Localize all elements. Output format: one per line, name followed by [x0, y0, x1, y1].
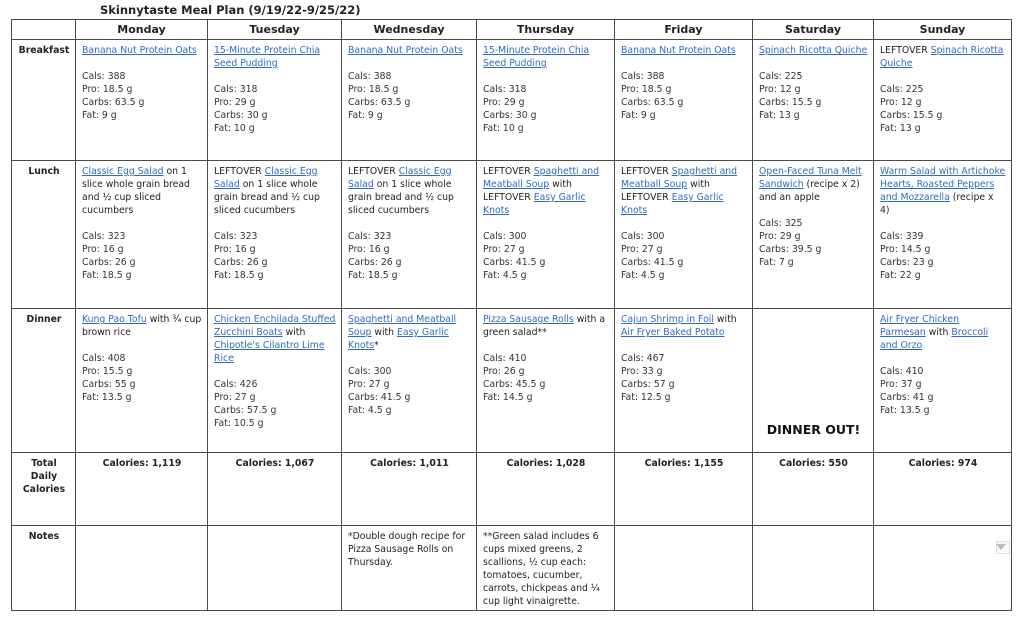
dinner-out-label: DINNER OUT!: [766, 422, 861, 437]
nutrition-line: Cals: 300: [621, 231, 665, 242]
nutrition-line: Fat: 13.5 g: [880, 405, 930, 416]
recipe-link[interactable]: Cajun Shrimp in Foil: [621, 314, 714, 325]
recipe-link[interactable]: Classic Egg Salad: [82, 166, 164, 177]
meal-prefix: LEFTOVER: [214, 166, 265, 177]
nutrition-line: Fat: 10 g: [214, 123, 255, 134]
nutrition-facts: [880, 230, 1006, 282]
nutrition-facts: [483, 83, 609, 135]
nutrition-facts: [483, 352, 609, 404]
lunch-cell: [208, 161, 342, 309]
nutrition-line: Pro: 29 g: [759, 231, 801, 242]
nutrition-line: Pro: 27 g: [348, 379, 390, 390]
lunch-cell: [76, 161, 208, 309]
meal-description: [214, 313, 336, 365]
nutrition-line: Fat: 4.5 g: [483, 270, 527, 281]
corner-cell: [12, 20, 76, 40]
nutrition-line: Carbs: 41 g: [880, 392, 934, 403]
nutrition-line: Cals: 323: [214, 231, 258, 242]
nutrition-facts: [759, 70, 868, 122]
recipe-link-secondary[interactable]: Broccoli and Orzo: [880, 327, 989, 351]
meal-suffix: with LEFTOVER: [621, 179, 710, 203]
day-header-friday: Friday: [615, 20, 753, 40]
nutrition-facts: [214, 230, 336, 282]
nutrition-line: Cals: 318: [214, 84, 258, 95]
meal-suffix: on 1 slice whole grain bread and ½ cup sliced cucumbers: [82, 166, 190, 216]
nutrition-line: Fat: 9 g: [348, 110, 383, 121]
dinner-cell: [874, 309, 1012, 453]
note-text: *Double dough recipe for Pizza Sausage Rolls on Thursday.: [348, 531, 466, 568]
recipe-link[interactable]: Banana Nut Protein Oats: [348, 45, 463, 56]
nutrition-line: Fat: 13 g: [880, 123, 921, 134]
nutrition-line: Pro: 26 g: [483, 366, 525, 377]
meal-description: [759, 44, 868, 57]
nutrition-line: Carbs: 55 g: [82, 379, 136, 390]
lunch-row: [12, 161, 1012, 309]
meal-plan-table: [11, 19, 1012, 611]
nutrition-line: Fat: 18.5 g: [348, 270, 398, 281]
notes-cell: [753, 526, 874, 611]
nutrition-facts: [214, 378, 336, 430]
lunch-cell: [874, 161, 1012, 309]
daily-total-cell: Calories: 1,119: [76, 453, 208, 526]
nutrition-line: Carbs: 26 g: [82, 257, 136, 268]
total-row: [12, 453, 1012, 526]
nutrition-line: Carbs: 15.5 g: [880, 110, 943, 121]
meal-description: [483, 313, 609, 339]
recipe-link[interactable]: Spaghetti and Meatball Soup: [483, 166, 600, 190]
nutrition-facts: [621, 70, 747, 122]
nutrition-line: Cals: 300: [483, 231, 527, 242]
nutrition-line: Cals: 410: [483, 353, 527, 364]
lunch-cell: [615, 161, 753, 309]
nutrition-line: Pro: 27 g: [621, 244, 663, 255]
meal-suffix: on 1 slice whole grain bread and ½ cup sliced cucumbers: [348, 179, 454, 216]
meal-description: [214, 165, 336, 217]
notes-cell: [76, 526, 208, 611]
nutrition-line: Pro: 33 g: [621, 366, 663, 377]
recipe-link[interactable]: 15-Minute Protein Chia Seed Pudding: [214, 45, 321, 69]
nutrition-line: Carbs: 63.5 g: [82, 97, 145, 108]
recipe-link[interactable]: Classic Egg Salad: [214, 166, 318, 190]
nutrition-line: Cals: 323: [348, 231, 392, 242]
nutrition-line: Carbs: 57.5 g: [214, 405, 277, 416]
header-row: [12, 20, 1012, 40]
nutrition-line: Fat: 18.5 g: [82, 270, 132, 281]
breakfast-cell: [753, 40, 874, 161]
nutrition-line: Pro: 14.5 g: [880, 244, 931, 255]
nutrition-line: Pro: 18.5 g: [82, 84, 133, 95]
meal-description: [214, 44, 336, 70]
breakfast-cell: [342, 40, 477, 161]
nutrition-line: Fat: 14.5 g: [483, 392, 533, 403]
nutrition-line: Pro: 37 g: [880, 379, 922, 390]
day-header-monday: Monday: [76, 20, 208, 40]
meal-description: [483, 44, 609, 70]
day-header-sunday: Sunday: [874, 20, 1012, 40]
daily-total-cell: Calories: 1,011: [342, 453, 477, 526]
recipe-link[interactable]: Spinach Ricotta Quiche: [880, 45, 1004, 69]
nutrition-line: Pro: 16 g: [214, 244, 256, 255]
meal-description: [483, 165, 609, 217]
meal-description: [348, 165, 471, 217]
nutrition-line: Cals: 318: [483, 84, 527, 95]
breakfast-cell: [477, 40, 615, 161]
nutrition-line: Carbs: 15.5 g: [759, 97, 822, 108]
lunch-cell: [477, 161, 615, 309]
dinner-cell: [753, 309, 874, 453]
meal-description: [82, 313, 202, 339]
nutrition-line: Cals: 325: [759, 218, 803, 229]
dinner-cell: [342, 309, 477, 453]
nutrition-line: Fat: 4.5 g: [621, 270, 665, 281]
recipe-link[interactable]: Air Fryer Chicken Parmesan: [880, 314, 959, 338]
row-label-dinner: Dinner: [12, 309, 76, 453]
nutrition-line: Carbs: 41.5 g: [483, 257, 546, 268]
nutrition-line: Pro: 12 g: [759, 84, 801, 95]
nutrition-line: Cals: 225: [880, 84, 924, 95]
nutrition-facts: [348, 365, 471, 417]
nutrition-facts: [621, 352, 747, 404]
recipe-link-secondary[interactable]: Easy Garlic Knots: [621, 192, 724, 216]
dinner-cell: [615, 309, 753, 453]
meal-description: [759, 165, 868, 204]
nutrition-line: Carbs: 41.5 g: [348, 392, 411, 403]
meal-prefix: LEFTOVER: [621, 166, 672, 177]
nutrition-line: Pro: 16 g: [348, 244, 390, 255]
nutrition-line: Cals: 408: [82, 353, 126, 364]
nutrition-line: Carbs: 30 g: [483, 110, 537, 121]
meal-description: [880, 313, 1006, 352]
nutrition-line: Pro: 27 g: [483, 244, 525, 255]
nutrition-line: Pro: 27 g: [214, 392, 256, 403]
meal-suffix: with: [925, 327, 952, 338]
recipe-link-secondary[interactable]: Air Fryer Baked Potato: [621, 327, 725, 338]
notes-row: [12, 526, 1012, 611]
nutrition-line: Fat: 10 g: [483, 123, 524, 134]
recipe-link[interactable]: Spinach Ricotta Quiche: [759, 45, 868, 56]
nutrition-line: Carbs: 63.5 g: [621, 97, 684, 108]
meal-suffix: (recipe x 4): [880, 192, 994, 216]
meal-description: [880, 44, 1006, 70]
nutrition-facts: [82, 70, 202, 122]
recipe-link-secondary[interactable]: Chipotle's Cilantro Lime Rice: [214, 340, 325, 364]
dinner-cell: [208, 309, 342, 453]
nutrition-line: Carbs: 41.5 g: [621, 257, 684, 268]
nutrition-facts: [348, 70, 471, 122]
nutrition-line: Fat: 7 g: [759, 257, 794, 268]
row-label-notes: Notes: [12, 526, 76, 611]
nutrition-line: Fat: 10.5 g: [214, 418, 264, 429]
notes-cell: [342, 526, 477, 611]
lunch-cell: [342, 161, 477, 309]
nutrition-line: Carbs: 26 g: [348, 257, 402, 268]
nutrition-line: Cals: 225: [759, 71, 803, 82]
nutrition-facts: [621, 230, 747, 282]
nutrition-facts: [82, 352, 202, 404]
nutrition-facts: [214, 83, 336, 135]
meal-suffix: with a green salad**: [483, 314, 606, 338]
nutrition-facts: [880, 83, 1006, 135]
nutrition-facts: [348, 230, 471, 282]
nutrition-line: Fat: 22 g: [880, 270, 921, 281]
meal-suffix: (recipe x 2) and an apple: [759, 179, 860, 203]
recipe-link[interactable]: Classic Egg Salad: [348, 166, 452, 190]
nutrition-line: Pro: 16 g: [82, 244, 124, 255]
daily-total-cell: Calories: 974: [874, 453, 1012, 526]
recipe-link[interactable]: Spaghetti and Meatball Soup: [621, 166, 738, 190]
meal-suffix: with ¾ cup brown rice: [82, 314, 202, 338]
notes-cell: [615, 526, 753, 611]
meal-prefix: LEFTOVER: [880, 45, 931, 56]
breakfast-row: [12, 40, 1012, 161]
recipe-link-secondary[interactable]: Easy Garlic Knots: [483, 192, 586, 216]
meal-description: [82, 44, 202, 57]
breakfast-cell: [615, 40, 753, 161]
day-header-thursday: Thursday: [477, 20, 615, 40]
recipe-link[interactable]: Open-Faced Tuna Melt Sandwich: [759, 166, 862, 190]
daily-total-cell: Calories: 1,067: [208, 453, 342, 526]
nutrition-line: Fat: 12.5 g: [621, 392, 671, 403]
recipe-link[interactable]: Warm Salad with Artichoke Hearts, Roasted Peppers and Mozzarella: [880, 166, 1006, 203]
recipe-link[interactable]: Banana Nut Protein Oats: [82, 45, 197, 56]
daily-total-cell: Calories: 1,028: [477, 453, 615, 526]
notes-cell: [874, 526, 1012, 611]
day-header-tuesday: Tuesday: [208, 20, 342, 40]
day-header-wednesday: Wednesday: [342, 20, 477, 40]
breakfast-cell: [76, 40, 208, 161]
row-label-total: Total Daily Calories: [12, 453, 76, 526]
meal-description: [82, 165, 202, 217]
nutrition-line: Cals: 323: [82, 231, 126, 242]
nutrition-line: Pro: 29 g: [214, 97, 256, 108]
recipe-link[interactable]: Banana Nut Protein Oats: [621, 45, 736, 56]
nutrition-line: Fat: 9 g: [621, 110, 656, 121]
meal-description: [348, 313, 471, 352]
nutrition-line: Carbs: 63.5 g: [348, 97, 411, 108]
meal-suffix: with: [282, 327, 306, 338]
recipe-link[interactable]: Pizza Sausage Rolls: [483, 314, 574, 325]
nutrition-line: Pro: 29 g: [483, 97, 525, 108]
meal-prefix: LEFTOVER: [348, 166, 399, 177]
nutrition-line: Cals: 388: [348, 71, 392, 82]
meal-suffix: with LEFTOVER: [483, 179, 572, 203]
recipe-link[interactable]: Kung Pao Tofu: [82, 314, 147, 325]
breakfast-cell: [208, 40, 342, 161]
meal-description: [621, 165, 747, 217]
nutrition-line: Cals: 300: [348, 366, 392, 377]
chevron-down-icon[interactable]: [996, 544, 1006, 550]
daily-total-cell: Calories: 550: [753, 453, 874, 526]
nutrition-line: Carbs: 26 g: [214, 257, 268, 268]
nutrition-line: Fat: 9 g: [82, 110, 117, 121]
recipe-link[interactable]: Spaghetti and Meatball Soup: [348, 314, 457, 338]
meal-description: [348, 44, 471, 57]
lunch-cell: [753, 161, 874, 309]
nutrition-line: Fat: 4.5 g: [348, 405, 392, 416]
dinner-row: [12, 309, 1012, 453]
nutrition-line: Pro: 18.5 g: [621, 84, 672, 95]
row-label-breakfast: Breakfast: [12, 40, 76, 161]
nutrition-facts: [82, 230, 202, 282]
nutrition-line: Pro: 12 g: [880, 97, 922, 108]
dinner-cell: [477, 309, 615, 453]
nutrition-line: Fat: 13 g: [759, 110, 800, 121]
meal-description: [880, 165, 1006, 217]
nutrition-line: Cals: 467: [621, 353, 665, 364]
nutrition-line: Fat: 18.5 g: [214, 270, 264, 281]
notes-cell: [208, 526, 342, 611]
nutrition-facts: [759, 217, 868, 269]
meal-description: [621, 44, 747, 57]
breakfast-cell: [874, 40, 1012, 161]
nutrition-facts: [880, 365, 1006, 417]
nutrition-line: Cals: 388: [82, 71, 126, 82]
nutrition-line: Carbs: 23 g: [880, 257, 934, 268]
nutrition-line: Cals: 410: [880, 366, 924, 377]
meal-suffix: on 1 slice whole grain bread and ½ cup sliced cucumbers: [214, 179, 320, 216]
nutrition-line: Carbs: 30 g: [214, 110, 268, 121]
nutrition-line: Pro: 15.5 g: [82, 366, 133, 377]
recipe-link[interactable]: Chicken Enchilada Stuffed Zucchini Boats: [214, 314, 336, 338]
day-header-saturday: Saturday: [753, 20, 874, 40]
meal-prefix: LEFTOVER: [483, 166, 534, 177]
notes-cell: [477, 526, 615, 611]
dinner-cell: [76, 309, 208, 453]
nutrition-line: Carbs: 57 g: [621, 379, 675, 390]
meal-suffix-secondary: *: [374, 340, 379, 351]
nutrition-line: Cals: 426: [214, 379, 258, 390]
meal-suffix: with: [371, 327, 398, 338]
nutrition-line: Fat: 13.5 g: [82, 392, 132, 403]
nutrition-line: Cals: 339: [880, 231, 924, 242]
document-title: Skinnytaste Meal Plan (9/19/22-9/25/22): [100, 3, 361, 17]
nutrition-facts: [483, 230, 609, 282]
row-label-lunch: Lunch: [12, 161, 76, 309]
nutrition-line: Carbs: 39.5 g: [759, 244, 822, 255]
note-text: **Green salad includes 6 cups mixed greens, 2 scallions, ½ cup each: tomatoes, cucumber, carrots, chickpeas and ¼ cup light vinaigrette.: [483, 531, 600, 607]
meal-suffix: with: [713, 314, 737, 325]
daily-total-cell: Calories: 1,155: [615, 453, 753, 526]
recipe-link[interactable]: 15-Minute Protein Chia Seed Pudding: [483, 45, 590, 69]
nutrition-line: Pro: 18.5 g: [348, 84, 399, 95]
recipe-link-secondary[interactable]: Easy Garlic Knots: [348, 327, 449, 351]
meal-description: [621, 313, 747, 339]
nutrition-line: Cals: 388: [621, 71, 665, 82]
nutrition-line: Carbs: 45.5 g: [483, 379, 546, 390]
